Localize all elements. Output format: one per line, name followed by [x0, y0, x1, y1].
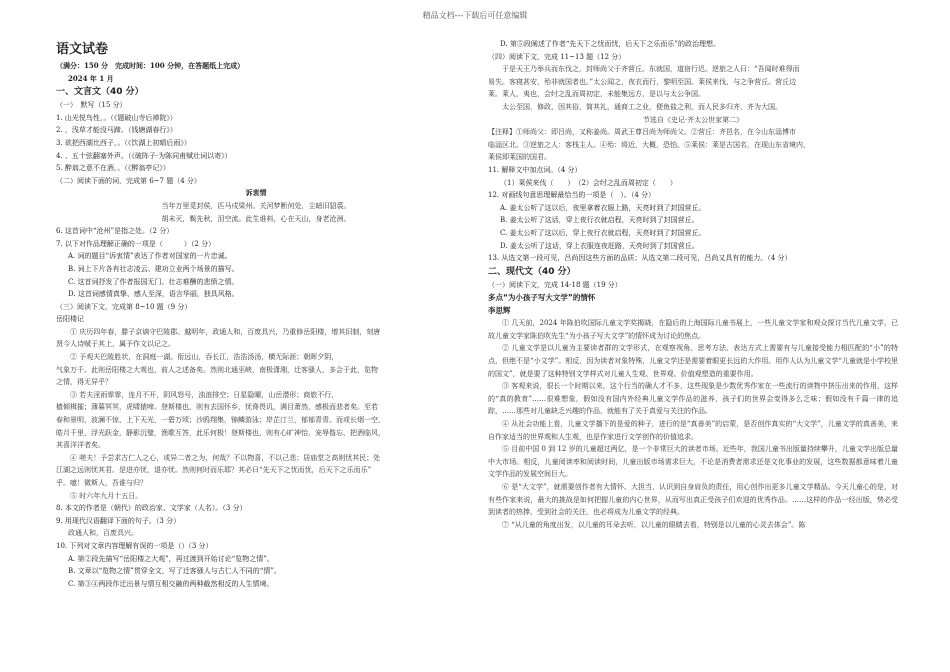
option: C. 第③④两段作迁出景与情互相交融的两种截然相反的人生情境。	[68, 579, 274, 588]
passage-source: 节选自《史记·齐太公世家第二》	[642, 115, 744, 124]
passage-line: 江湖之远则忧其君。是进亦忧，退亦忧。然则何时而乐耶？其必曰“先天下之忧而忧，后天下之乐而乐”	[56, 466, 372, 475]
section-heading: 二、现代文（40 分）	[488, 266, 576, 277]
passage-line: ① 庆历四年春，滕子京谪守巴陵郡。越明年，政通人和，百废具兴，乃重修岳阳楼，增其旧制，刻唐	[70, 327, 381, 336]
question: 2. ，浅草才能没马蹄。（钱塘湖春行》）	[56, 126, 177, 135]
option: D. 这首词感情真挚、感人至深，语言华丽，独具风格。	[68, 290, 239, 299]
article-paragraph: ③ 客观来说，很长一个时期以来，这个行当的确人才不多，这些现象是少数优秀作家在一些流行的读物中挤压出来的作用，这样的“真的教育”……很难想象，假如没有国内外经典儿童文学作品的滋养，孩子们的世界会变得多么乏味；假如没有千篇一律的追踪，……那些对儿童缺乏兴趣的作品，就能有了关于真爱与关注的作品。	[488, 382, 898, 416]
article-paragraph: ⑤ 目前中国 0 到 12 岁的儿童超过两亿，是一个非常巨大的读者市场。近些年，我国儿童书出版量持续攀升，儿童文学出版总量中大市场。相反，儿童阅读率和阅读时间，儿童出版市场需求巨大，不论是消费者需求还是文化事业的发展，这些数据都意味着儿童文学作品的发展空间巨大。	[488, 445, 898, 479]
question: 10. 下列对文章内容理解有误的一项是（）（3 分）	[56, 541, 213, 550]
question: 7. 以下对作品理解正确的一项是（ ）（2 分）	[56, 239, 216, 248]
passage-line: 其喜洋洋者矣。	[56, 441, 105, 450]
option: B. 姜太公听了这话，穿上夜行衣就启程，天亮时到了封国营丘。	[500, 216, 699, 225]
note-line: 莱侯即莱国的国君。	[488, 153, 551, 162]
text-title: 岳阳楼记	[56, 315, 84, 324]
passage-line: 气象万千。此则岳阳楼之大观也，前人之述备矣。然则北通巫峡，南极潇湘，迁客骚人，多会于此，览物	[56, 365, 378, 374]
option: C. 姜太公听了这以后，穿上夜行衣就启程，天亮时到了封国营丘。	[500, 228, 706, 237]
sub-heading: （二）阅读下面的词，完成第 6~7 题（4 分）	[56, 176, 201, 185]
passage-line: 太公至国，修政，因其俗，简其礼，通商工之业，便鱼盐之利，而人民多归齐，齐为大国。	[502, 102, 782, 111]
question: 6. 这首词中“沧州”是指之处。（2 分）	[56, 227, 174, 236]
sub-heading: （四）阅读下文，完成 11~13 题（12 分）	[488, 52, 626, 61]
exam-title: 语文试卷	[56, 42, 109, 57]
option: D. 第⑤段阐述了作者“先天下之忧而忧，后天下之乐而乐”的政治理想。	[500, 40, 720, 48]
option: A. 第②段先描写“岳阳楼之大观”，再过渡到开始讨论“览物之情”。	[68, 554, 274, 563]
section-heading: 一、文言文（40 分）	[56, 87, 144, 98]
question: 8. 本文的作者是（朝代）的政治家、文学家（人名）。（3 分）	[56, 504, 247, 513]
sub-heading: （一）阅读下文，完成 14-18 题（19 分）	[488, 280, 622, 289]
passage-line: 皓月千里，浮光跃金，静影沉璧，渔歌互答，此乐何极！登斯楼也，则有心旷神怡，宠辱偕忘，把酒临风，	[56, 428, 385, 437]
question: 3. 欲把西湖比西子，。（《饮湖上初晴后雨》）	[56, 138, 191, 147]
question: 5. 醉翁之意不在酒，。（《醉翁亭记》）	[56, 164, 170, 173]
right-column	[488, 38, 898, 668]
page-header: 精品文档---下载后可任意编辑	[422, 11, 528, 20]
passage-line: ③ 若夫淫雨霏霏，连月不开，阴风怒号，浊浪排空；日星隐曜，山岳潜形；商旅不行，	[70, 390, 339, 399]
article-paragraph: ④ 从社会功能上看，儿童文学播下的是爱的种子，进行的是“真善美”的启蒙，是否创作真实的“大文学”，儿童文学的真善美，来自作家适当的世界观和人生观，也是作家进行文学创作的价值追求。	[488, 420, 898, 441]
passage-line: 乎。噫！微斯人，吾谁与归？	[56, 479, 147, 487]
question: 4. 、五十弦翻塞外声。（《破阵子·为陈同甫赋壮词以寄》）	[56, 151, 232, 160]
passage-line: 于是天王乃举兵而东伐之，封师尚父于齐营丘。东就国，道宿行迟。逆旅之人曰：“吾闻时难得而	[502, 65, 800, 74]
translate-sentence: 政通人和，百废具兴。	[68, 529, 138, 538]
option: C. 这首词抒发了作者报国无门、壮志难酬的悲愤之情。	[68, 277, 239, 286]
poem-line: 胡未灭，鬓先秋，泪空流。此生谁料，心在天山，身老沧洲。	[161, 214, 351, 223]
option: A. 词的题目“诉衷情”表达了作者对国家的一片忠诚。	[68, 252, 232, 261]
sub-heading: （三）阅读下文，完成第 8~10 题（9 分）	[56, 302, 192, 311]
sub-heading: （一） 默写（15 分）	[56, 101, 127, 110]
question: 13. 从选文第一段可见，吕尚因这些方面的品质；从选文第二段可见，吕尚又具有的能力。（4 分）	[488, 254, 792, 263]
article-paragraph: ② 儿童文学是以儿童为主要读者群的文学形式，在观察视角、思考方法、表达方式上需要有与儿童接受能力相匹配的“小”的特点，但绝不是“小文学”。相反，因为读者对象特殊，儿童文学还是需要着眼更长远的大作用。用作人认为儿童文学“儿童就是小学校里的国文”，就是要了这种特别文学样式对儿童人生观、世界观、价值观塑造的重要作用。	[488, 344, 898, 378]
article-paragraph: ① 几天前，2024 年陈伯吹国际儿童文学奖揭晓，在隐后的上海国际儿童书展上，一些儿童文学家和观众探讨当代儿童文学，已故儿童文学家陈伯吹先生“为小孩子写大文学”的情怀成为讨论的焦点。	[488, 319, 898, 340]
exam-info: （满分：150 分 完成时间：100 分钟，在答题纸上完成）	[56, 61, 245, 70]
poem-title: 诉衷情	[245, 188, 267, 198]
passage-line: 樯倾楫摧；薄暮冥冥，虎啸猿啼。登斯楼也，则有去国怀乡，忧谗畏讥，满目萧然，感极而悲者矣。至若	[56, 403, 378, 412]
left-column	[56, 40, 456, 670]
passage-line: 之情，得无异乎？	[56, 378, 112, 387]
question: 12. 对画线句意思理解最恰当的一项是（ ）。（4 分）	[488, 191, 656, 200]
note-line: 【注释】①师尚父：即吕尚，又称姜尚。周武王尊吕尚为师尚父。②营丘：齐邑名，在今山东淄博市	[488, 128, 796, 137]
option: B. 词上下片各有壮志凌云、建功立业两个场景的描写。	[68, 264, 239, 273]
poem-line: 当年万里觅封侯，匹马戍梁州。关河梦断何处，尘暗旧貂裘。	[161, 201, 351, 210]
option: B. 文章以“览物之情”贯穿全文，写了迁客骚人与古仁人不同的“情”。	[68, 567, 281, 576]
article-paragraph: ⑥ 是“大文学”，就需要创作者有大情怀、大担当，认识到自身肩负的责任，用心创作出更多儿童文学精品。今天儿童心的是，对有些作家来说，最大的挑战是如何把握儿童的内心世界，从而写出真正受孩子们欢迎的优秀作品。……这样的作品一经出版，势必受到读者的热捧，受到社会的关注，也必将成为儿童文学的经典。	[488, 483, 898, 517]
passage-line: ④ 嗟夫！予尝求古仁人之心，或异二者之为，何哉？不以物喜，不以己悲；居庙堂之高则忧其民；处	[70, 453, 381, 462]
article-paragraph: ⑦ “从儿童的角度出发，以儿童的耳朵去听，以儿童的眼睛去看，特别是以儿童的心灵去体会”。陈	[502, 520, 806, 529]
passage-line: ② 予观夫巴陵胜状，在洞庭一湖。衔远山，吞长江，浩浩汤汤，横无际涯；朝晖夕阴，	[70, 353, 339, 362]
article-author: 李思辉	[488, 306, 511, 316]
note-line: 临淄区北。③逆旅之人：客栈主人。④殆：将近，大概，恐怕。⑤莱侯：莱是古国名，在现山东省境内，	[488, 140, 810, 149]
option: A. 姜太公听了这以后，夜里拿着衣服上路，天亮时到了封国营丘。	[500, 203, 706, 212]
question-blank: （1）莱侯来伐（ ） （2）会纣之乱而周初定（ ）	[500, 178, 677, 187]
question: 9. 用现代汉语翻译下面的句子。（3 分）	[56, 516, 181, 525]
question: 11. 解释文中加点词。（4 分）	[488, 165, 582, 174]
passage-line: 莱。莱人，夷也，会纣之乱而周初定，未能集远方，是以与太公争国。	[488, 90, 705, 99]
exam-date: 2024 年 1 月	[68, 73, 114, 83]
passage-line: 贤今人诗赋于其上，属予作文以记之。	[56, 340, 175, 349]
passage-line: 春和景明，波澜不惊，上下天光，一碧万顷；沙鸥翔集，锦鳞游泳；岸芷汀兰，郁郁青青。而或长烟一空，	[56, 416, 385, 425]
article-title: 多点“为小孩子写大文学”的情怀	[488, 293, 596, 303]
question: 1. 山光悦鸟性，。（《题破山寺后禅院》）	[56, 113, 177, 122]
passage-line: 易失。客寝甚安，殆非就国者也。”太公闻之，夜衣而行，黎明至国。莱侯来伐，与之争营丘。营丘边	[488, 77, 797, 86]
passage-line: ⑤ 时六年九月十五日。	[70, 491, 143, 500]
option: D. 姜太公听了这话，穿上衣服连夜赶路，天亮时到了封国营丘。	[500, 241, 699, 250]
